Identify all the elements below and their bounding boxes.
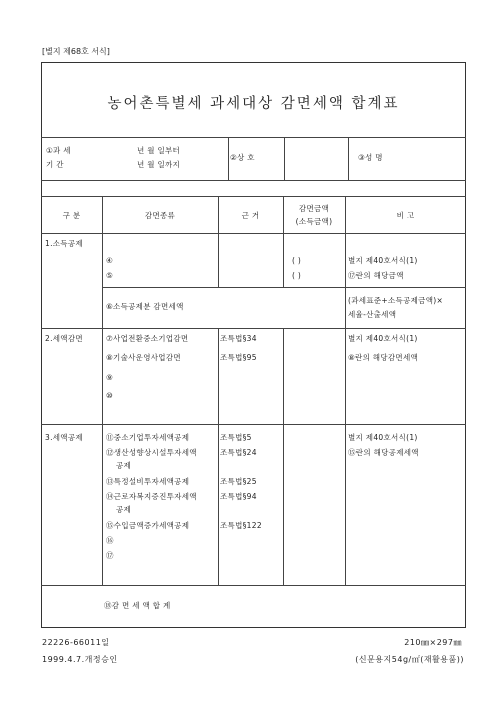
period-from: 년 월 일부터 <box>137 146 181 155</box>
header-divider-2 <box>284 137 285 180</box>
form-frame <box>41 62 466 628</box>
credit-row12-basis: 조특법§24 <box>220 448 257 457</box>
col-header-amount-line1: 감면금액 <box>298 204 330 213</box>
col-divider-category <box>102 196 103 585</box>
name-label: ③성 명 <box>358 153 383 162</box>
income-row6-remark-2: 세율-산출세액 <box>348 310 397 319</box>
company-label: ②상 호 <box>230 153 255 162</box>
reduction-row8-basis: 조특법§95 <box>220 353 257 362</box>
col-header-basis: 근 거 <box>241 211 260 220</box>
footer-paper-type: (신문용지54g/㎡(재활용품)) <box>355 655 464 664</box>
income-remark-1: 별지 제40호서식(1) <box>348 256 418 265</box>
income-row5: ⑤ <box>106 271 114 280</box>
footer-code: 22226-66011일 <box>42 638 110 647</box>
col-divider-type-b <box>218 328 219 585</box>
col-header-remarks: 비 고 <box>396 211 415 220</box>
period-to: 년 월 일까지 <box>137 160 181 169</box>
header-bottom-line <box>41 180 466 181</box>
income-row6-line <box>102 287 466 288</box>
credit-remark-1: 별지 제40호서식(1) <box>348 433 418 442</box>
income-row4: ④ <box>106 256 114 265</box>
header-divider-3 <box>348 137 349 180</box>
col-header-type: 감면종류 <box>144 211 176 220</box>
col-header-category: 구 분 <box>62 211 81 220</box>
col-divider-type-a <box>218 196 219 287</box>
credit-remark-2: ⑮란의 해당공제세액 <box>348 448 419 457</box>
period-label-line1: ①과 세 <box>46 146 71 155</box>
column-header-top-line <box>41 196 466 197</box>
period-label-line2: 기 간 <box>46 160 64 169</box>
credit-row16: ⑯ <box>106 536 114 545</box>
income-remark-2: ⑰란의 해당금액 <box>348 271 404 280</box>
credit-row11-basis: 조특법§5 <box>220 433 252 442</box>
income-row6-remark-1: (과세표준+소득공제금액)× <box>348 296 444 305</box>
income-row4-amount: ( ) <box>292 256 302 265</box>
col-header-amount-line2: (소득금액) <box>295 217 333 226</box>
credit-section-label: 3.세액공제 <box>45 433 83 442</box>
income-row6: ⑥소득공제분 감면세액 <box>106 302 184 311</box>
credit-row12-line2: 공제 <box>116 461 132 470</box>
reduction-section-bottom-line <box>41 424 466 425</box>
income-row5-amount: ( ) <box>292 271 302 280</box>
credit-row11: ⑪중소기업투자세액공제 <box>106 433 190 442</box>
total-label: ⑱감 면 세 액 합 계 <box>104 601 171 610</box>
reduction-row9: ⑨ <box>106 373 114 382</box>
header-divider-1 <box>228 137 229 180</box>
footer-paper-size: 210㎜×297㎜ <box>404 638 462 647</box>
reduction-section-label: 2.세액감면 <box>45 334 83 343</box>
credit-row12-line1: ⑫생산성향상시설투자세액 <box>106 448 197 457</box>
col-divider-basis-b <box>283 328 284 585</box>
income-section-bottom-line <box>41 328 466 329</box>
form-number-label: [별지 제68호 서식] <box>42 47 110 56</box>
income-section-label: 1.소득공제 <box>45 239 83 248</box>
credit-row14-line1: ⑭근로자복지증진투자세액 <box>106 492 197 501</box>
column-header-bottom-line <box>41 233 466 234</box>
form-title: 농어촌특별세 과세대상 감면세액 합계표 <box>107 96 400 112</box>
credit-row15: ⑮수입금액증가세액공제 <box>106 521 190 530</box>
reduction-remark-2: ⑧란의 해당감면세액 <box>348 353 419 362</box>
reduction-row7: ⑦사업전환중소기업감면 <box>106 334 189 343</box>
credit-section-bottom-line <box>41 585 466 586</box>
credit-row15-basis: 조특법§122 <box>220 521 262 530</box>
reduction-row8: ⑧기술사운영사업감면 <box>106 353 181 362</box>
credit-row17: ⑰ <box>106 551 114 560</box>
reduction-row10: ⑩ <box>106 391 114 400</box>
footer-approval-date: 1999.4.7.개정승인 <box>42 655 118 664</box>
col-divider-amount <box>345 196 346 585</box>
credit-row13-basis: 조특법§25 <box>220 477 257 486</box>
header-top-line <box>41 137 466 138</box>
credit-row13: ⑬특정설비투자세액공제 <box>106 477 190 486</box>
reduction-row7-basis: 조특법§34 <box>220 334 257 343</box>
reduction-remark-1: 별지 제40호서식(1) <box>348 334 418 343</box>
credit-row14-line2: 공제 <box>116 505 132 514</box>
credit-row14-basis: 조특법§94 <box>220 492 257 501</box>
